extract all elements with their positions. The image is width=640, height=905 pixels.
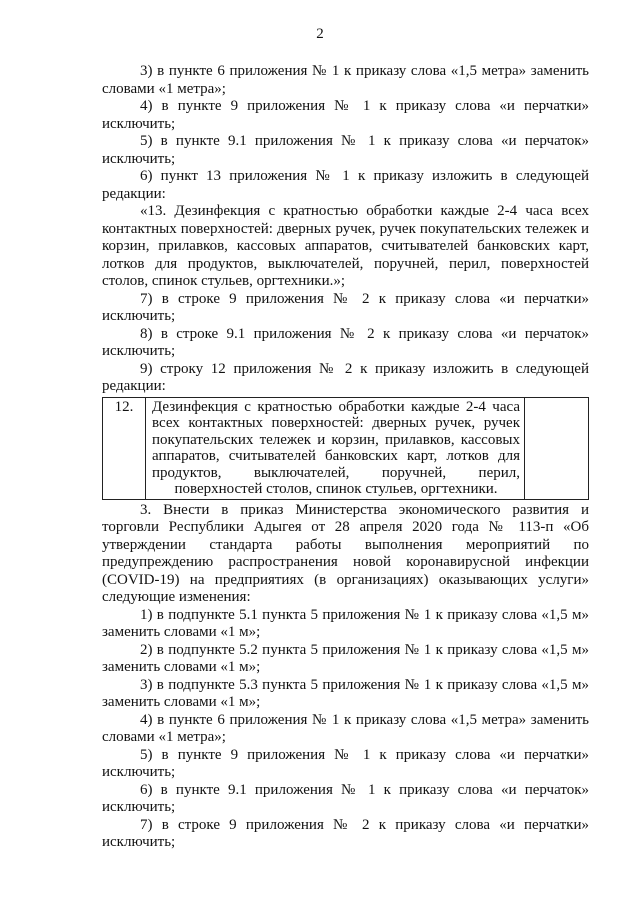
amendment-item: 6) пункт 13 приложения № 1 к приказу изложить в следующей редакции: xyxy=(102,168,589,202)
row-number-cell: 12. xyxy=(103,397,146,499)
amendment-item: 3) в подпункте 5.3 пункта 5 приложения № 1 к приказу слова «1,5 м» заменить словами «1 м»; xyxy=(102,676,589,710)
amendment-item: 2) в подпункте 5.2 пункта 5 приложения № 1 к приказу слова «1,5 м» заменить словами «1 м»; xyxy=(102,641,589,675)
quoted-new-text: «13. Дезинфекция с кратностью обработки каждые 2-4 часа всех контактных поверхностей: дверных ручек, ручек покупательских тележек и корзин, прилавков, кассовых аппаратов, считывателей банковских карт, лотков для продуктов, выключателей, поручней, перил, поверхностей столов, спинок стульев, оргтехники.»; xyxy=(102,203,589,289)
amendment-item: 5) в пункте 9 приложения № 1 к приказу слова «и перчатки» исключить; xyxy=(102,746,589,780)
amendment-item: 7) в строке 9 приложения № 2 к приказу слова «и перчатки» исключить; xyxy=(102,816,589,850)
amendment-item: 6) в пункте 9.1 приложения № 1 к приказу слова «и перчаток» исключить; xyxy=(102,781,589,815)
amendment-item: 7) в строке 9 приложения № 2 к приказу слова «и перчатки» исключить; xyxy=(102,290,589,324)
amendment-item: 8) в строке 9.1 приложения № 2 к приказу слова «и перчаток» исключить; xyxy=(102,325,589,359)
section-intro: 3. Внести в приказ Министерства экономического развития и торговли Республики Адыгея от 28 апреля 2020 года № 113-п «Об утверждении стандарта работы выполнения мероприятий по предупреждению распространения новой коронавирусной инфекции (COVID-19) на предприятиях (в организациях) оказывающих услуги» следующие изменения: xyxy=(102,501,589,605)
table-row xyxy=(103,397,589,499)
amendment-item: 4) в пункте 9 приложения № 1 к приказу слова «и перчатки» исключить; xyxy=(102,98,589,132)
document-body xyxy=(102,63,589,852)
amendment-item: 4) в пункте 6 приложения № 1 к приказу слова «1,5 метра» заменить словами «1 метра»; xyxy=(102,711,589,745)
amendment-item: 9) строку 12 приложения № 2 к приказу изложить в следующей редакции: xyxy=(102,360,589,394)
amendment-item: 3) в пункте 6 приложения № 1 к приказу слова «1,5 метра» заменить словами «1 метра»; xyxy=(102,63,589,97)
amendment-item: 1) в подпункте 5.1 пункта 5 приложения № 1 к приказу слова «1,5 м» заменить словами «1 м»; xyxy=(102,606,589,640)
page-number: 2 xyxy=(316,26,324,42)
amendment-table xyxy=(102,397,589,500)
amendment-item: 5) в пункте 9.1 приложения № 1 к приказу слова «и перчаток» исключить; xyxy=(102,133,589,167)
row-text-cell: Дезинфекция с кратностью обработки каждые 2-4 часа всех контактных поверхностей: дверных ручек, ручек покупательских тележек и корзин, прилавков, кассовых аппаратов, считывателей банковских карт, лотков для продуктов, выключателей, поручней, перил, поверхностей столов, спинок стульев, оргтехники. xyxy=(146,397,525,499)
row-empty-cell xyxy=(525,397,589,499)
